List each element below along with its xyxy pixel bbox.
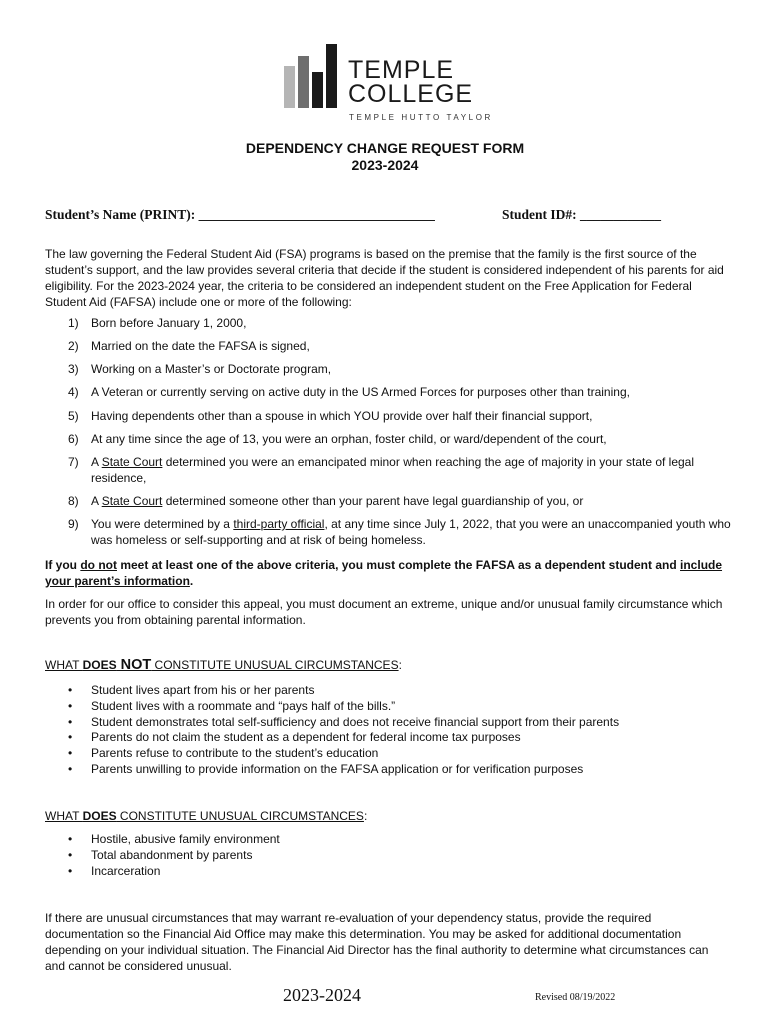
logo-name-line2: COLLEGE	[348, 80, 474, 108]
footer-year: 2023-2024	[283, 985, 361, 1005]
criteria-text	[91, 517, 731, 548]
list-item: • Parents do not claim the student as a dependent for federal income tax purposes	[45, 730, 735, 746]
criteria-number: 4)	[68, 385, 79, 399]
list-item: • Student demonstrates total self-sufficiency and does not receive financial support from their parents	[45, 715, 735, 731]
criteria-number: 2)	[68, 339, 79, 353]
notice-include: include your parent’s information	[45, 558, 723, 588]
logo-tagline: TEMPLE HUTTO TAYLOR	[349, 113, 493, 122]
heading-post: CONSTITUTE UNUSUAL CIRCUMSTANCES	[116, 809, 364, 823]
heading-colon: :	[398, 658, 402, 672]
criteria-text-pre: A	[91, 455, 102, 469]
criteria-number: 6)	[68, 432, 79, 446]
criteria-number: 3)	[68, 362, 79, 376]
criteria-text-post: determined you were an emancipated minor when reaching the age of majority in your state of legal residence,	[91, 455, 695, 485]
list-item: • Parents refuse to contribute to the student’s education	[45, 746, 735, 762]
list-item: • Total abandonment by parents	[45, 848, 735, 864]
state-court-link[interactable]: State Court	[101, 494, 163, 508]
criteria-text: Working on a Master’s or Doctorate program,	[91, 362, 332, 376]
heading-post: CONSTITUTE UNUSUAL CIRCUMSTANCES	[151, 658, 399, 672]
criteria-text: Married on the date the FAFSA is signed,	[91, 339, 310, 353]
criteria-text: Born before January 1, 2000,	[91, 316, 247, 330]
third-party-official-link[interactable]: third-party official	[233, 517, 325, 531]
not-unusual-heading	[45, 657, 402, 673]
notice-mid: meet at least one of the above criteria, you must complete the FAFSA as a dependent student and	[117, 558, 681, 572]
criteria-number: 8)	[68, 494, 79, 508]
not-unusual-list	[45, 683, 735, 778]
criteria-text	[91, 494, 731, 510]
notice-do-not: do not	[80, 558, 117, 572]
criteria-text: At any time since the age of 13, you were an orphan, foster child, or ward/dependent of the court,	[91, 432, 607, 446]
college-logo-bars-icon	[284, 44, 344, 120]
heading-does: DOES	[82, 658, 117, 672]
list-item: • Student lives with a roommate and “pays half of the bills.”	[45, 699, 735, 715]
dependent-notice	[45, 557, 730, 589]
notice-end: .	[189, 574, 194, 588]
criteria-text: A Veteran or currently serving on active duty in the US Armed Forces for purposes other than training,	[91, 385, 630, 399]
notice-pre: If you	[45, 558, 81, 572]
state-court-link[interactable]: State Court	[101, 455, 163, 469]
criteria-number: 9)	[68, 517, 79, 531]
student-id-field[interactable]: Student ID#: ____________	[502, 207, 662, 222]
criteria-text	[91, 455, 731, 486]
heading-pre: WHAT	[45, 658, 83, 672]
criteria-text-pre: A	[91, 494, 102, 508]
criteria-number: 5)	[68, 409, 79, 423]
heading-colon: :	[363, 809, 368, 823]
unusual-heading	[45, 809, 367, 823]
heading-pre: WHAT	[45, 809, 83, 823]
criteria-text-post: determined someone other than your parent have legal guardianship of you, or	[162, 494, 584, 508]
appeal-paragraph: In order for our office to consider this appeal, you must document an extreme, unique and/or unusual family circumstance which prevents you from obtaining parental information.	[45, 597, 723, 627]
criteria-text: Having dependents other than a spouse in which YOU provide over half their financial support,	[91, 409, 593, 423]
criteria-text-post: , at any time since July 1, 2022, that you were an unaccompanied youth who was homeless or self-supporting and at risk of being homeless.	[91, 517, 731, 547]
closing-paragraph: If there are unusual circumstances that may warrant re-evaluation of your dependency status, provide the required documentation so the Financial Aid Office may make this determination. You may be asked for additional documentation depending on your individual situation. The Financial Aid Director has the final authority to determine what circumstances can and cannot be considered unusual.	[45, 911, 709, 973]
logo-name-line1: TEMPLE	[348, 56, 455, 84]
college-logo	[284, 44, 494, 124]
list-item: • Parents unwilling to provide information on the FAFSA application or for verification purposes	[45, 762, 735, 778]
list-item: • Incarceration	[45, 864, 735, 880]
heading-does: DOES	[82, 809, 117, 823]
intro-paragraph: The law governing the Federal Student Aid (FSA) programs is based on the premise that the family is the first source of the student’s support, and the law provides several criteria that decide if the student is considered independent of his parents for aid eligibility. For the 2023-2024 year, the criteria to be considered an independent student on the Free Application for Federal Student Aid (FAFSA) include one or more of the following:	[45, 247, 724, 309]
form-year: 2023-2024	[351, 157, 419, 173]
list-item: • Hostile, abusive family environment	[45, 832, 735, 848]
student-name-field[interactable]: Student’s Name (PRINT): ___________________________________	[45, 207, 435, 222]
criteria-text-pre: You were determined by a	[91, 517, 234, 531]
heading-not: NOT	[116, 657, 152, 673]
footer-revised: Revised 08/19/2022	[535, 992, 616, 1003]
criteria-number: 7)	[68, 455, 79, 469]
unusual-list	[45, 832, 735, 879]
list-item: • Student lives apart from his or her parents	[45, 683, 735, 699]
form-title: DEPENDENCY CHANGE REQUEST FORM	[245, 140, 525, 156]
criteria-number: 1)	[68, 316, 79, 330]
